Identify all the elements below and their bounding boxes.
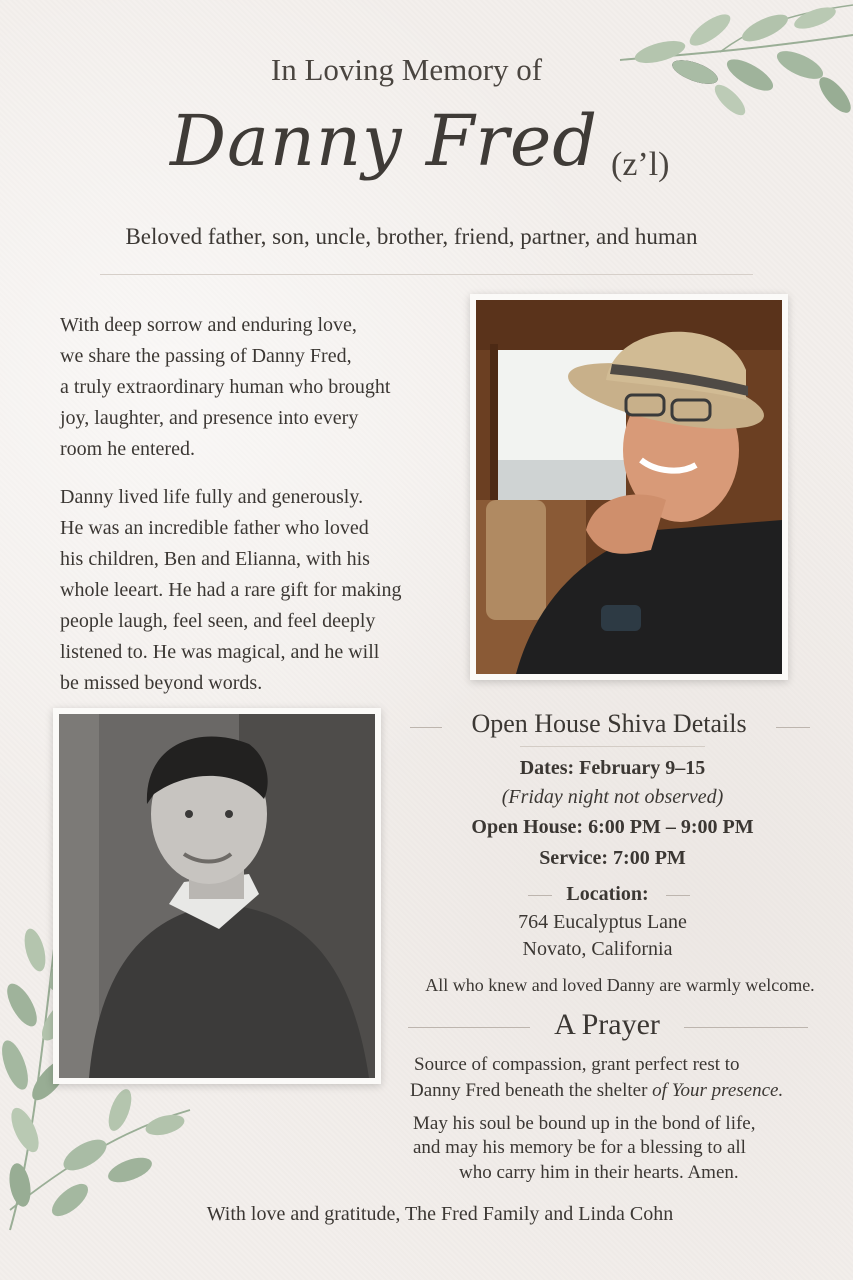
tribute-line: room he entered.	[60, 438, 195, 460]
name-suffix: (z’l)	[611, 146, 670, 183]
tribute-paragraph-2	[60, 482, 455, 699]
shiva-heading: Open House Shiva Details	[471, 709, 747, 738]
portrait-hat-image-icon	[476, 300, 782, 674]
portrait-photo-recent	[470, 294, 788, 680]
tribute-line: people laugh, feel seen, and feel deeply	[60, 610, 376, 632]
address-line-1: 764 Eucalyptus Lane	[518, 911, 687, 933]
tribute-line: his children, Ben and Elianna, with his	[60, 548, 370, 570]
dates-label: Dates:	[519, 757, 575, 779]
tribute-line: whole leeart. He had a rare gift for making	[60, 579, 402, 601]
closing-signature: With love and gratitude, The Fred Family and Linda Cohn	[206, 1203, 674, 1225]
shiva-service	[400, 847, 825, 870]
divider	[100, 274, 753, 275]
tribute-line: a truly extraordinary human who brought	[60, 376, 391, 398]
prayer-line-2-italic: of Your presence.	[652, 1080, 784, 1101]
prayer-line-2-plain: Danny Fred beneath the shelter	[410, 1080, 653, 1101]
shiva-dates	[400, 757, 825, 780]
prayer-line-5: who carry him in their hearts. Amen.	[459, 1162, 739, 1183]
prayer-line-1: Source of compassion, grant perfect rest to	[414, 1054, 740, 1075]
tribute-line: With deep sorrow and enduring love,	[60, 314, 357, 336]
tribute-line: He was an incredible father who loved	[60, 517, 369, 539]
portrait-bw-image-icon	[59, 714, 375, 1078]
prayer-line-2	[410, 1080, 783, 1102]
prayer-rule-right	[684, 1027, 808, 1028]
dates-value: February 9–15	[579, 757, 706, 779]
address-line-2: Novato, California	[522, 938, 673, 960]
prayer-line-4: and may his memory be for a blessing to all	[413, 1137, 746, 1158]
open-house-label: Open House:	[471, 816, 584, 838]
heading-underline	[520, 746, 705, 747]
tribute-line: Danny lived life fully and generously.	[60, 486, 364, 508]
tagline: Beloved father, son, uncle, brother, friend, partner, and human	[125, 224, 698, 249]
dates-note: (Friday night not observed)	[501, 786, 724, 808]
tribute-paragraph-1	[60, 310, 455, 465]
tribute-line: listened to. He was magical, and he will	[60, 641, 380, 663]
intro-heading: In Loving Memory of	[270, 52, 543, 87]
service-value: 7:00 PM	[613, 847, 686, 869]
name-heading	[0, 100, 853, 210]
deceased-name: Danny Fred	[170, 100, 599, 182]
heading-rule-right	[776, 727, 810, 728]
tribute-line: joy, laughter, and presence into every	[60, 407, 359, 429]
tribute-line: we share the passing of Danny Fred,	[60, 345, 352, 367]
photo-image	[476, 300, 782, 674]
prayer-rule-left	[408, 1027, 530, 1028]
location-heading: Location:	[566, 883, 649, 905]
heading-rule-left	[410, 727, 442, 728]
prayer-line-3: May his soul be bound up in the bond of life,	[413, 1113, 756, 1134]
shiva-open-house	[400, 816, 825, 839]
photo-image	[59, 714, 375, 1078]
service-label: Service:	[539, 847, 609, 869]
tribute-line: be missed beyond words.	[60, 672, 263, 694]
open-house-value: 6:00 PM – 9:00 PM	[588, 816, 754, 838]
welcome-note: All who knew and loved Danny are warmly welcome.	[425, 975, 815, 995]
portrait-photo-youth	[53, 708, 381, 1084]
prayer-heading: A Prayer	[554, 1008, 660, 1041]
